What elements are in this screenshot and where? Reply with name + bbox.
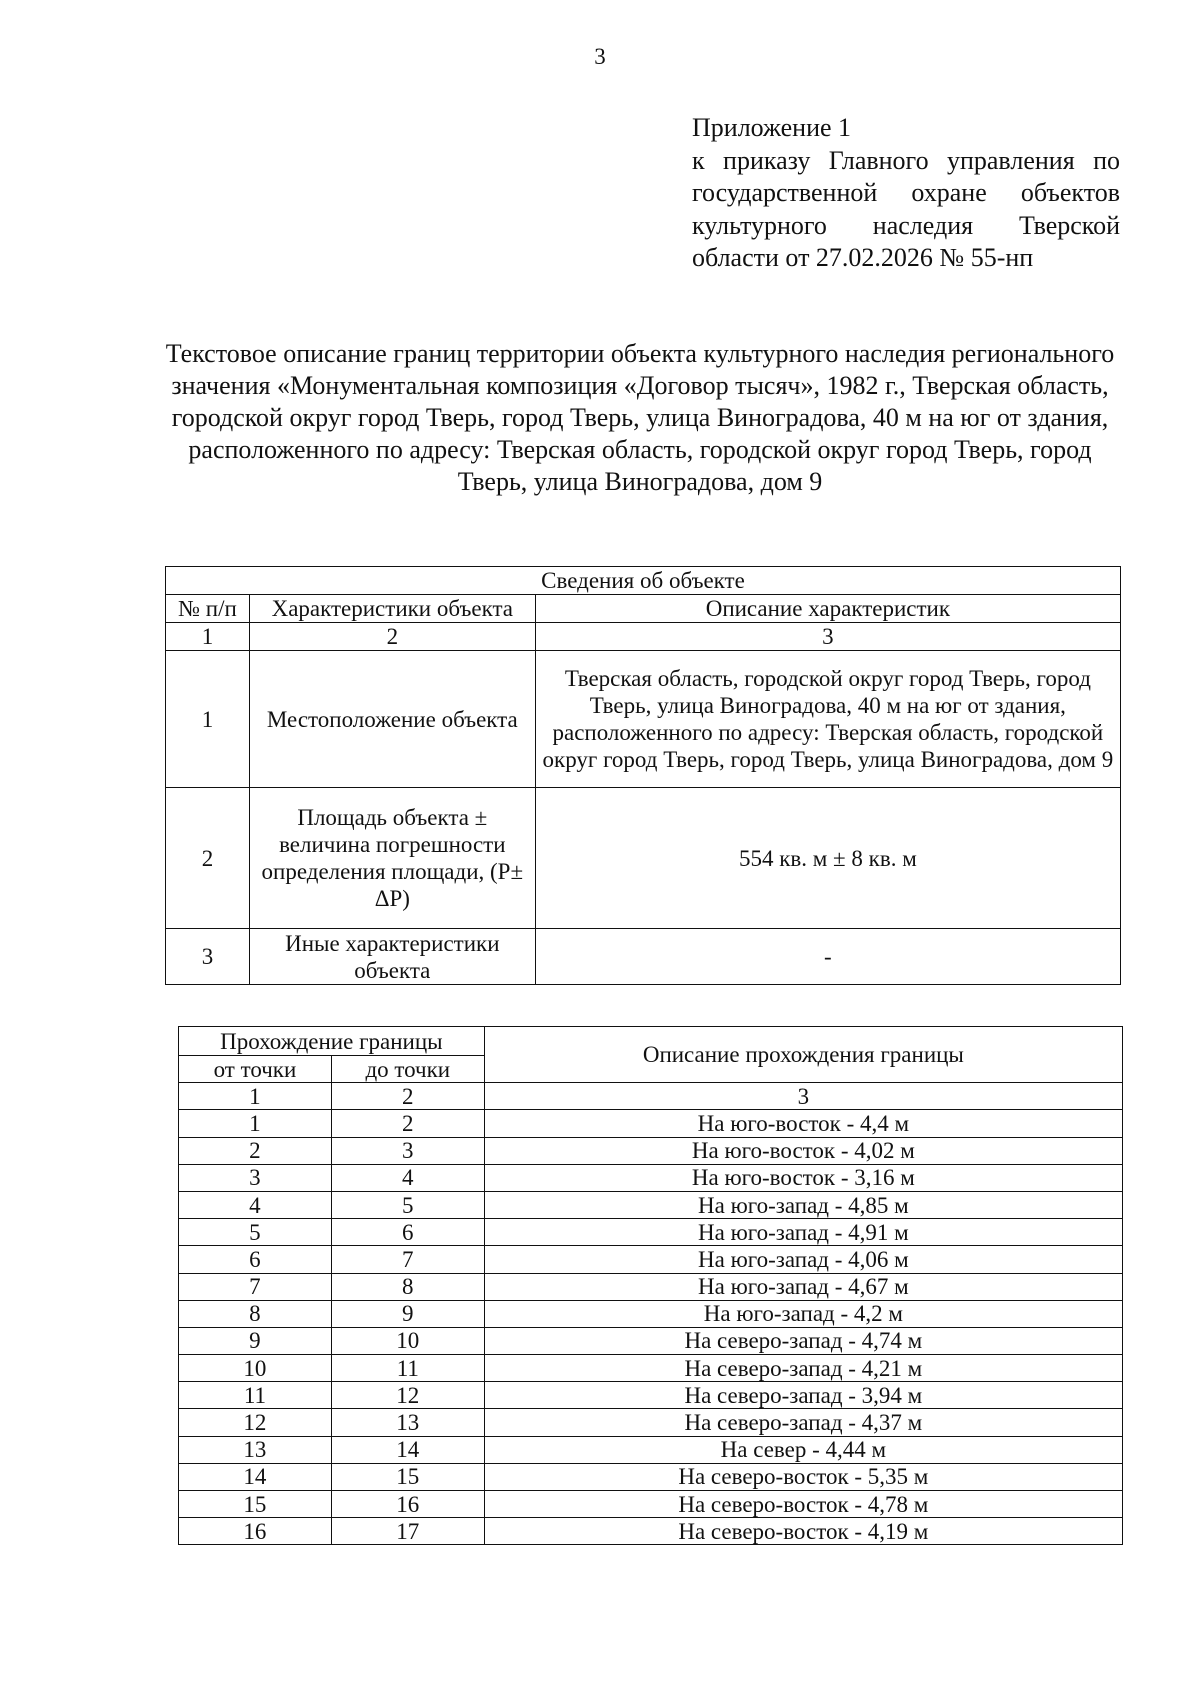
row-name: Площадь объекта ± величина погрешности определения площади, (Р± ΔР) [249, 788, 535, 929]
border-to-point: 10 [331, 1327, 484, 1354]
table-row [179, 1327, 1123, 1354]
row-num: 2 [166, 788, 250, 929]
border-description: На юго-запад - 4,91 м [484, 1219, 1122, 1246]
border-desc-header: Описание прохождения границы [484, 1027, 1122, 1083]
border-from-point: 2 [179, 1137, 332, 1164]
table-row [166, 651, 1121, 788]
border-to-point: 4 [331, 1164, 484, 1191]
border-from-point: 8 [179, 1300, 332, 1327]
border-to-point: 2 [331, 1110, 484, 1137]
table-row [179, 1191, 1123, 1218]
row-name: Местоположение объекта [249, 651, 535, 788]
info-colnum-row [166, 623, 1121, 651]
border-description: На юго-запад - 4,67 м [484, 1273, 1122, 1300]
border-from-point: 13 [179, 1436, 332, 1463]
table-row [179, 1355, 1123, 1382]
border-to-point: 5 [331, 1191, 484, 1218]
border-from-point: 10 [179, 1355, 332, 1382]
info-header-value: Описание характеристик [535, 595, 1120, 623]
info-colnum: 3 [535, 623, 1120, 651]
border-description: На северо-восток - 4,78 м [484, 1491, 1122, 1518]
info-colnum: 1 [166, 623, 250, 651]
border-from-point: 6 [179, 1246, 332, 1273]
border-to-point: 17 [331, 1518, 484, 1545]
border-to-point: 13 [331, 1409, 484, 1436]
table-row [179, 1273, 1123, 1300]
border-from-point: 5 [179, 1219, 332, 1246]
border-from-point: 3 [179, 1164, 332, 1191]
border-description: На северо-запад - 4,21 м [484, 1355, 1122, 1382]
info-colnum: 2 [249, 623, 535, 651]
border-description-table [178, 1026, 1123, 1545]
border-to-point: 14 [331, 1436, 484, 1463]
appendix-body: к приказу Главного управления по государственной охране объектов культурного наследия Тверской области от 27.02.2026 № 55-нп [692, 145, 1120, 272]
border-group-header: Прохождение границы [179, 1027, 485, 1056]
border-description: На северо-восток - 5,35 м [484, 1463, 1122, 1490]
border-to-point: 6 [331, 1219, 484, 1246]
row-value: Тверская область, городской округ город Тверь, город Тверь, улица Виноградова, 40 м на юг от здания, расположенного по адресу: Тверская область, городской округ город Тверь, город Тверь, улица Виноградова, дом 9 [535, 651, 1120, 788]
border-description: На юго-восток - 3,16 м [484, 1164, 1122, 1191]
border-from-point: 7 [179, 1273, 332, 1300]
border-from-point: 9 [179, 1327, 332, 1354]
border-from-point: 12 [179, 1409, 332, 1436]
table-row [179, 1409, 1123, 1436]
border-description: На северо-запад - 4,37 м [484, 1409, 1122, 1436]
appendix-block [692, 112, 1120, 275]
border-description: На юго-запад - 4,06 м [484, 1246, 1122, 1273]
object-info-table [165, 566, 1121, 985]
border-to-point: 11 [331, 1355, 484, 1382]
table-row [179, 1436, 1123, 1463]
border-description: На юго-запад - 4,85 м [484, 1191, 1122, 1218]
border-colnum-row [179, 1083, 1123, 1110]
table-row [166, 929, 1121, 985]
border-from-point: 15 [179, 1491, 332, 1518]
border-to-point: 8 [331, 1273, 484, 1300]
border-from-point: 14 [179, 1463, 332, 1490]
info-caption: Сведения об объекте [166, 567, 1121, 595]
border-description: На северо-запад - 4,74 м [484, 1327, 1122, 1354]
appendix-title: Приложение 1 [692, 113, 852, 142]
border-from-point: 16 [179, 1518, 332, 1545]
border-from-point: 4 [179, 1191, 332, 1218]
table-row [179, 1491, 1123, 1518]
border-to-point: 3 [331, 1137, 484, 1164]
table-row [179, 1300, 1123, 1327]
table-row [179, 1382, 1123, 1409]
border-description: На север - 4,44 м [484, 1436, 1122, 1463]
border-description: На юго-восток - 4,4 м [484, 1110, 1122, 1137]
info-header-row [166, 595, 1121, 623]
table-row [179, 1110, 1123, 1137]
table-row [179, 1463, 1123, 1490]
border-description: На северо-запад - 3,94 м [484, 1382, 1122, 1409]
info-header-name: Характеристики объекта [249, 595, 535, 623]
border-description: На северо-восток - 4,19 м [484, 1518, 1122, 1545]
border-description: На юго-восток - 4,02 м [484, 1137, 1122, 1164]
table-row [179, 1137, 1123, 1164]
table-row [179, 1518, 1123, 1545]
table-row [179, 1164, 1123, 1191]
row-value: 554 кв. м ± 8 кв. м [535, 788, 1120, 929]
border-from-point: 1 [179, 1110, 332, 1137]
row-num: 1 [166, 651, 250, 788]
border-rows [179, 1110, 1123, 1545]
page-number: 3 [594, 44, 606, 69]
row-value: - [535, 929, 1120, 985]
border-colnum: 1 [179, 1083, 332, 1110]
border-to-point: 15 [331, 1463, 484, 1490]
border-to-point: 9 [331, 1300, 484, 1327]
border-from-header: от точки [179, 1056, 332, 1083]
border-colnum: 3 [484, 1083, 1122, 1110]
row-num: 3 [166, 929, 250, 985]
border-header-row [179, 1027, 1123, 1056]
info-header-num: № п/п [166, 595, 250, 623]
document-title: Текстовое описание границ территории объекта культурного наследия регионального значения «Монументальная композиция «Договор тысяч», 1982 г., Тверская область, городской округ город Тверь, город Тверь, улица Виноградова, 40 м на юг от здания, расположенного по адресу: Тверская область, городской округ город Тверь, город Тверь, улица Виноградова, дом 9 [165, 339, 1115, 496]
border-to-point: 12 [331, 1382, 484, 1409]
border-from-point: 11 [179, 1382, 332, 1409]
table-row [166, 788, 1121, 929]
info-caption-row [166, 567, 1121, 595]
table-row [179, 1219, 1123, 1246]
row-name: Иные характеристики объекта [249, 929, 535, 985]
border-to-header: до точки [331, 1056, 484, 1083]
border-colnum: 2 [331, 1083, 484, 1110]
border-to-point: 16 [331, 1491, 484, 1518]
table-row [179, 1246, 1123, 1273]
border-to-point: 7 [331, 1246, 484, 1273]
border-description: На юго-запад - 4,2 м [484, 1300, 1122, 1327]
